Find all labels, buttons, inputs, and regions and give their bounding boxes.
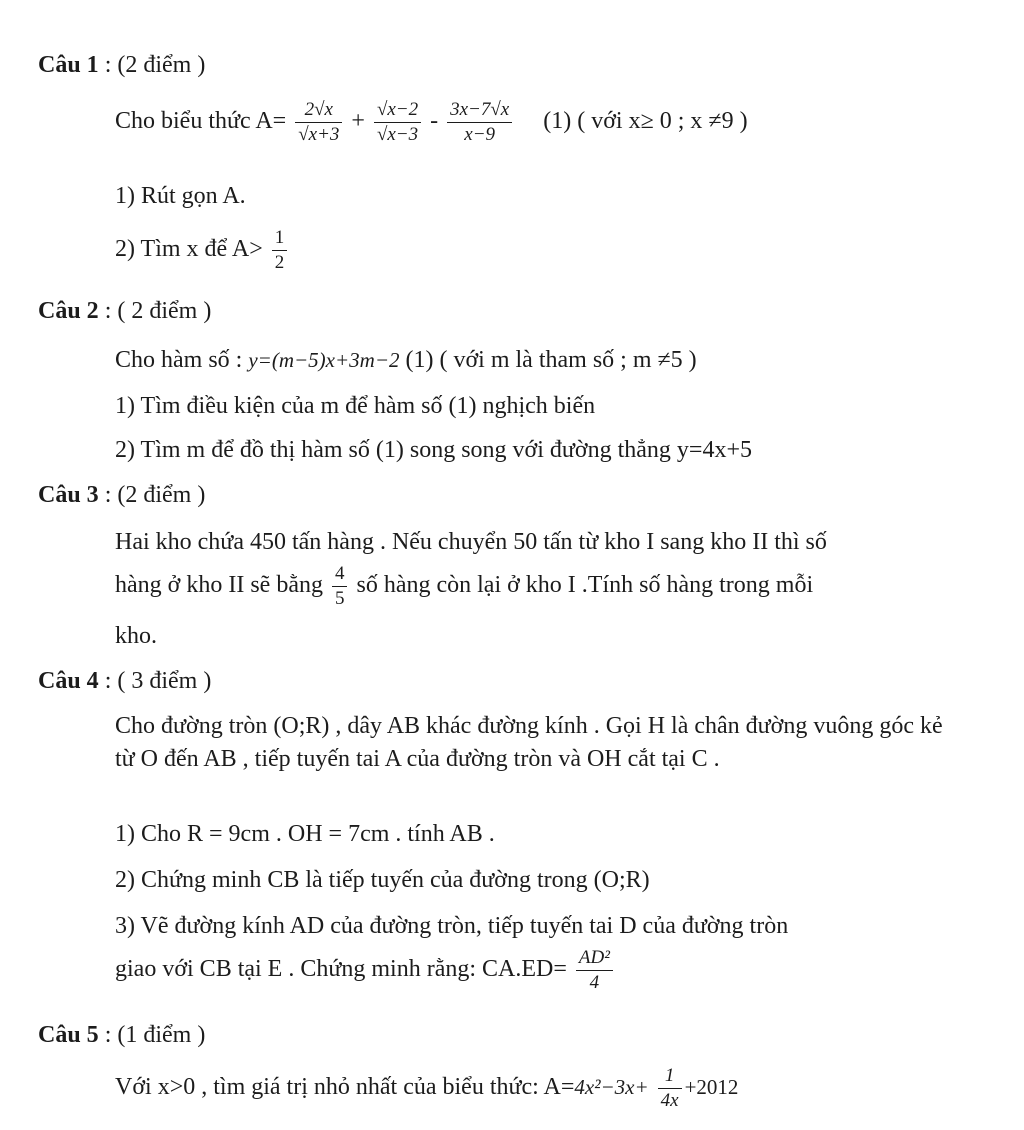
q1-f3-numerator: 3x−7√x <box>447 100 512 123</box>
question-4-points: : ( 3 điểm ) <box>98 668 212 694</box>
q3-text-2-before: hàng ở kho II sẽ bằng <box>115 571 329 598</box>
question-5-number: Câu 5 <box>38 1022 99 1048</box>
question-2-points: : ( 2 điểm ) <box>98 298 212 324</box>
q3-text-line-3: kho. <box>115 623 157 649</box>
q4-fraction <box>576 948 613 993</box>
q1-f1-numerator: 2√x <box>295 100 342 123</box>
q2-item-1: 1) Tìm điều kiện của m để hàm số (1) nghịch biến <box>115 393 596 419</box>
q4-fraction-denominator: 4 <box>589 971 600 993</box>
question-5-points: : (1 điểm ) <box>98 1022 206 1048</box>
q5-expr-a: 4x²−3x+ <box>574 1074 649 1099</box>
q1-intro-after: (1) ( với x≥ 0 ; x ≠9 ) <box>543 107 748 134</box>
q4-item-3-cont <box>115 948 616 993</box>
q1-f2-denominator: √x−3 <box>376 123 419 145</box>
q5-text <box>115 1066 738 1111</box>
question-3-title <box>38 482 205 509</box>
q1-op1: + <box>351 107 365 134</box>
q5-fraction <box>658 1066 682 1111</box>
q3-fraction-numerator: 4 <box>332 564 348 587</box>
question-2-number: Câu 2 <box>38 298 99 324</box>
question-1-points: : (2 điểm ) <box>98 52 206 78</box>
q3-fraction-denominator: 5 <box>334 587 345 609</box>
q4-item-3: 3) Vẽ đường kính AD của đường tròn, tiếp tuyến tai D của đường tròn <box>115 913 789 939</box>
question-3-number: Câu 3 <box>38 482 99 508</box>
q1-fraction-2 <box>374 100 421 145</box>
question-4-title <box>38 668 211 695</box>
q5-expr-b: +2012 <box>684 1074 739 1099</box>
q1-item-2 <box>115 228 290 273</box>
q2-formula: y=(m−5)x+3m−2 <box>248 348 400 372</box>
q1-fraction-1 <box>295 100 342 145</box>
q2-intro-after: (1) ( với m là tham số ; m ≠5 ) <box>399 347 697 373</box>
q1-item-2-text: 2) Tìm x để A> <box>115 235 263 262</box>
q3-text-2-after: số hàng còn lại ở kho I .Tính số hàng trong mỗi <box>356 571 814 598</box>
q4-fraction-numerator: AD² <box>576 948 613 971</box>
q2-intro-before: Cho hàm số : <box>115 347 249 373</box>
question-1-intro <box>115 100 748 145</box>
question-1-number: Câu 1 <box>38 52 99 78</box>
q1-fraction-3 <box>447 100 512 145</box>
q1-f2-numerator: √x−2 <box>374 100 421 123</box>
question-4-number: Câu 4 <box>38 668 99 694</box>
q1-op2: - <box>430 107 439 134</box>
q1-item-2-fraction <box>272 228 288 273</box>
q1-item-1: 1) Rút gọn A. <box>115 183 246 209</box>
q3-text-line-2 <box>115 564 813 609</box>
q5-text-before: Với x>0 , tìm giá trị nhỏ nhất của biểu thức: A= <box>115 1073 575 1100</box>
q2-item-2: 2) Tìm m để đồ thị hàm số (1) song song với đường thẳng y=4x+5 <box>115 437 752 463</box>
question-3-points: : (2 điểm ) <box>98 482 206 508</box>
q4-paragraph: Cho đường tròn (O;R) , dây AB khác đường kính . Gọi H là chân đường vuông góc kẻ từ O đến AB , tiếp tuyến tai A của đường tròn và OH cắt tại C . <box>115 713 943 773</box>
q4-item-2: 2) Chứng minh CB là tiếp tuyến của đường trong (O;R) <box>115 867 650 893</box>
q4-item-1: 1) Cho R = 9cm . OH = 7cm . tính AB . <box>115 821 495 847</box>
q3-text-line-1: Hai kho chứa 450 tấn hàng . Nếu chuyển 50 tấn từ kho I sang kho II thì số <box>115 529 827 555</box>
question-2-title <box>38 298 211 325</box>
q3-fraction <box>332 564 348 609</box>
q1-intro-before: Cho biểu thức A= <box>115 107 287 134</box>
q4-item-3-cont-text: giao với CB tại E . Chứng minh rằng: CA.ED= <box>115 955 567 982</box>
question-1-title <box>38 52 205 79</box>
question-5-title <box>38 1022 205 1049</box>
question-2-intro <box>115 346 697 375</box>
q1-item-2-numerator: 1 <box>272 228 288 251</box>
q1-item-2-denominator: 2 <box>274 251 285 273</box>
q5-fraction-denominator: 4x <box>660 1089 679 1111</box>
q1-f3-denominator: x−9 <box>464 123 496 145</box>
q1-f1-denominator: √x+3 <box>298 123 340 145</box>
q5-fraction-numerator: 1 <box>658 1066 682 1089</box>
